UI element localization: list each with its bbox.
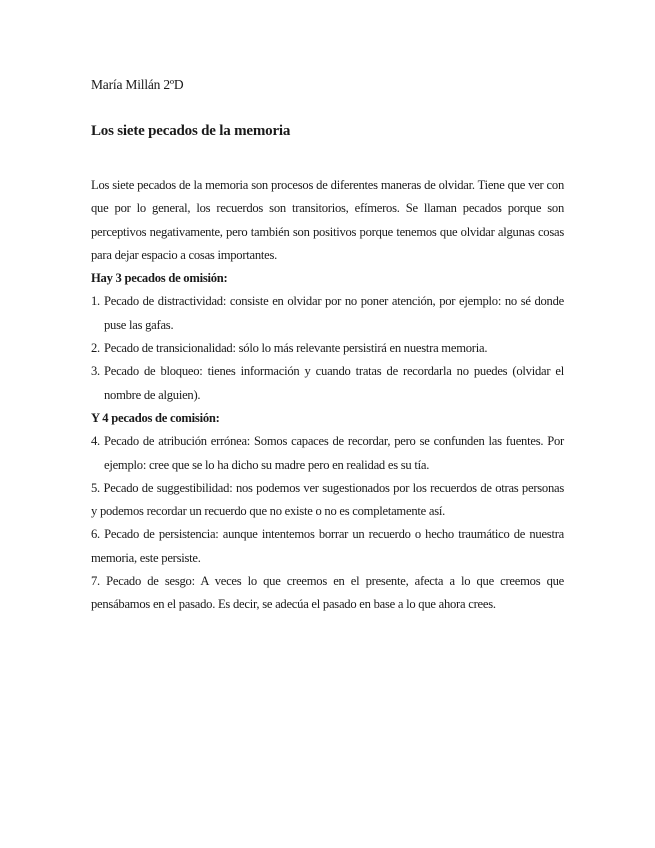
list-item-number: 3. xyxy=(91,364,100,379)
list-item xyxy=(91,337,564,360)
list-item-text: Pecado de bloqueo: tienes información y cuando tratas de recordarla no puedes (olvidar el nombre de alguien). xyxy=(104,364,564,402)
list-item-text: Pecado de transicionalidad: sólo lo más relevante persistirá en nuestra memoria. xyxy=(104,341,488,356)
list-item xyxy=(91,430,564,477)
list-item-number: 2. xyxy=(91,341,100,356)
commission-heading: Y 4 pecados de comisión: xyxy=(91,410,220,425)
document-body xyxy=(91,174,564,617)
commission-paragraph: 5. Pecado de suggestibilidad: nos podemos ver sugestionados por los recuerdos de otras personas y podemos recordar un recuerdo que no existe o no es completamente así. xyxy=(91,480,564,519)
list-item-number: 1. xyxy=(91,294,100,309)
document-title: Los siete pecados de la memoria xyxy=(91,123,291,139)
commission-paragraph: 7. Pecado de sesgo: A veces lo que creemos en el presente, afecta a lo que creemos que pensábamos en el pasado. Es decir, se adecúa el pasado en base a lo que ahora crees. xyxy=(91,574,564,612)
intro-paragraph: Los siete pecados de la memoria son procesos de diferentes maneras de olvidar. Tiene que ver con que por lo general, los recuerdos son transitorios, efímeros. Se llaman pecados porque son perceptivos negativamente, pero también son positivos porque tenemos que olvidar algunas cosas para dejar espacio a cosas importantes. xyxy=(91,178,564,262)
list-item-text: Pecado de atribución errónea: Somos capaces de recordar, pero se confunden las fuentes. Por ejemplo: cree que se lo ha dicho su madre pero en realidad es su tía. xyxy=(104,434,564,472)
list-item xyxy=(91,290,564,337)
commission-paragraph: 6. Pecado de persistencia: aunque intentemos borrar un recuerdo o hecho traumático de nuestra memoria, este persiste. xyxy=(91,527,564,565)
author-line: María Millán 2ºD xyxy=(91,77,184,92)
list-item-number: 4. xyxy=(91,434,100,449)
list-item-text: Pecado de distractividad: consiste en olvidar por no poner atención, por ejemplo: no sé donde puse las gafas. xyxy=(104,294,564,332)
list-item xyxy=(91,360,564,407)
omission-heading: Hay 3 pecados de omisión: xyxy=(91,271,228,286)
